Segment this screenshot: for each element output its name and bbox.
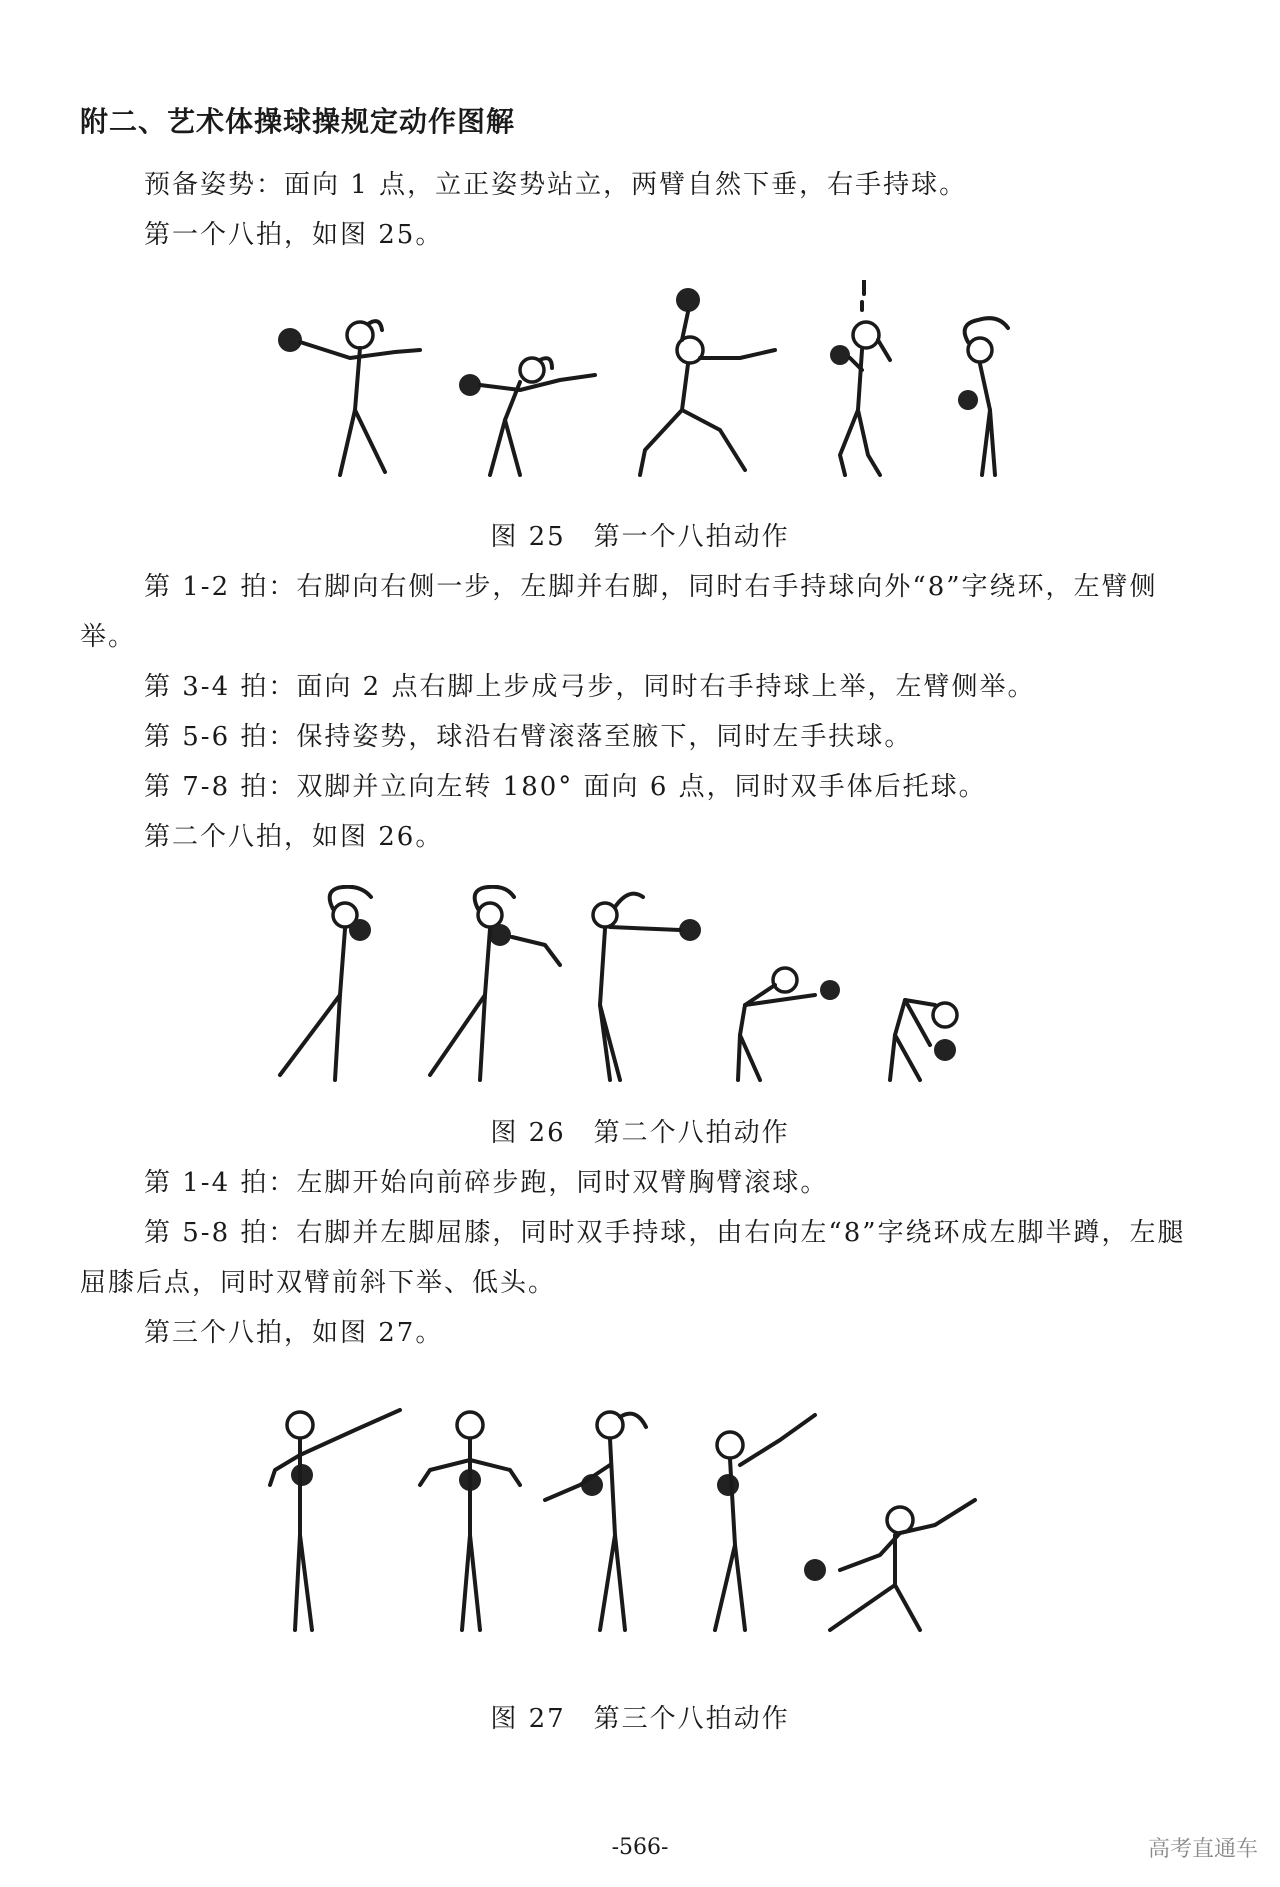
gymnast-figure	[958, 318, 1008, 475]
gymnast-figure	[738, 968, 840, 1080]
gymnast-figure	[459, 358, 595, 475]
figure-26	[0, 885, 1280, 1095]
gymnast-figure	[278, 321, 420, 475]
figure-label: 图 26	[490, 1118, 566, 1148]
gymnast-figure	[804, 1500, 975, 1630]
paragraph-e1-b12: 第 1-2 拍：右脚向右侧一步，左脚并右脚，同时右手持球向外“8”字绕环，左臂侧举。	[80, 572, 1158, 652]
gymnast-figure	[545, 1412, 646, 1630]
gymnast-ball-sequence-icon	[0, 885, 1280, 1095]
gymnast-figure	[270, 1410, 400, 1630]
paragraph-eight3-intro: 第三个八拍，如图 27。	[144, 1318, 444, 1348]
watermark: 高考直通车	[1147, 1837, 1258, 1862]
paragraph-eight1-intro: 第一个八拍，如图 25。	[144, 220, 444, 250]
paragraph-e1-b78: 第 7-8 拍：双脚并立向左转 180° 面向 6 点，同时双手体后托球。	[144, 772, 987, 802]
figure-25	[0, 280, 1280, 500]
gymnast-figure	[593, 894, 701, 1080]
figure-25-caption	[0, 516, 1280, 553]
figure-title: 第二个八拍动作	[593, 1118, 790, 1148]
gymnast-ball-sequence-icon	[0, 280, 1280, 500]
section-heading: 附二、艺术体操球操规定动作图解	[80, 105, 516, 138]
gymnast-figure	[830, 280, 890, 475]
paragraph-e1-b34: 第 3-4 拍：面向 2 点右脚上步成弓步，同时右手持球上举，左臂侧举。	[144, 672, 1036, 702]
page-number: -566-	[611, 1835, 669, 1860]
paragraph-e1-b56: 第 5-6 拍：保持姿势，球沿右臂滚落至腋下，同时左手扶球。	[144, 722, 913, 752]
figure-title: 第一个八拍动作	[593, 522, 790, 552]
gymnast-figure	[280, 887, 371, 1080]
figure-26-caption	[0, 1112, 1280, 1149]
figure-title: 第三个八拍动作	[593, 1704, 790, 1734]
gymnast-figure	[430, 887, 560, 1080]
gymnast-figure	[890, 1000, 957, 1080]
paragraph-prep: 预备姿势：面向 1 点，立正姿势站立，两臂自然下垂，右手持球。	[144, 170, 968, 200]
gymnast-figure	[715, 1415, 815, 1630]
gymnast-figure	[640, 288, 775, 475]
figure-label: 图 27	[490, 1704, 566, 1734]
paragraph-e2-b14: 第 1-4 拍：左脚开始向前碎步跑，同时双臂胸臂滚球。	[144, 1168, 829, 1198]
figure-27	[0, 1405, 1280, 1645]
figure-label: 图 25	[490, 522, 566, 552]
figure-27-caption	[0, 1698, 1280, 1735]
gymnast-figure	[420, 1412, 520, 1630]
paragraph-eight2-intro: 第二个八拍，如图 26。	[144, 822, 444, 852]
gymnast-ball-sequence-icon	[0, 1405, 1280, 1645]
paragraph-e2-b58: 第 5-8 拍：右脚并左脚屈膝，同时双手持球，由右向左“8”字绕环成左脚半蹲，左腿屈膝后点，同时双臂前斜下举、低头。	[80, 1218, 1186, 1298]
